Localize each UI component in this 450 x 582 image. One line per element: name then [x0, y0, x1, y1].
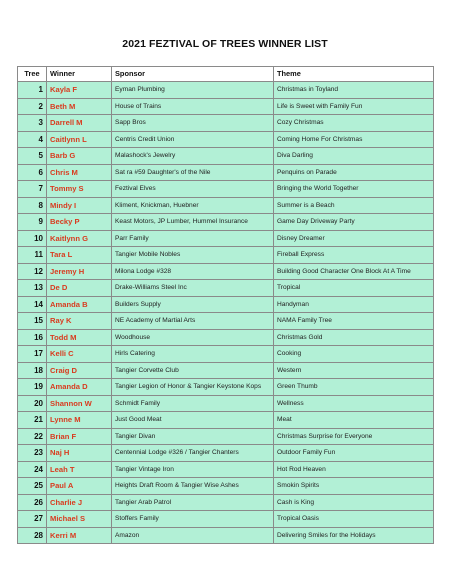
- table-row: [18, 461, 434, 478]
- sponsor-cell: Schmidt Family: [112, 395, 274, 412]
- tree-number-cell: 20: [18, 395, 47, 412]
- table-row: [18, 329, 434, 346]
- table-row: [18, 230, 434, 247]
- table-row: [18, 362, 434, 379]
- winner-name-cell: Michael S: [47, 511, 112, 528]
- winner-name-cell: Shannon W: [47, 395, 112, 412]
- sponsor-cell: Builders Supply: [112, 296, 274, 313]
- winner-name-cell: Caitlynn L: [47, 131, 112, 148]
- tree-number-cell: 21: [18, 412, 47, 429]
- winner-name-cell: Barb G: [47, 148, 112, 165]
- tree-number-cell: 22: [18, 428, 47, 445]
- column-header-tree: Tree: [18, 67, 47, 82]
- sponsor-cell: Tangier Divan: [112, 428, 274, 445]
- table-row: [18, 181, 434, 198]
- table-row: [18, 148, 434, 165]
- winner-name-cell: Craig D: [47, 362, 112, 379]
- winner-name-cell: Jeremy H: [47, 263, 112, 280]
- tree-number-cell: 3: [18, 115, 47, 132]
- table-row: [18, 82, 434, 99]
- winner-name-cell: Naj H: [47, 445, 112, 462]
- table-row: [18, 428, 434, 445]
- winner-name-cell: Darrell M: [47, 115, 112, 132]
- winner-name-cell: Mindy I: [47, 197, 112, 214]
- theme-cell: Disney Dreamer: [274, 230, 434, 247]
- sponsor-cell: Parr Family: [112, 230, 274, 247]
- tree-number-cell: 24: [18, 461, 47, 478]
- sponsor-cell: Malashock's Jewelry: [112, 148, 274, 165]
- winner-name-cell: Kayla F: [47, 82, 112, 99]
- tree-number-cell: 16: [18, 329, 47, 346]
- tree-number-cell: 5: [18, 148, 47, 165]
- theme-cell: Fireball Express: [274, 247, 434, 264]
- theme-cell: Christmas in Toyland: [274, 82, 434, 99]
- winner-name-cell: Todd M: [47, 329, 112, 346]
- header-row: [18, 67, 434, 82]
- table-row: [18, 214, 434, 231]
- theme-cell: NAMA Family Tree: [274, 313, 434, 330]
- tree-number-cell: 7: [18, 181, 47, 198]
- table-row: [18, 412, 434, 429]
- table-row: [18, 494, 434, 511]
- theme-cell: Outdoor Family Fun: [274, 445, 434, 462]
- table-row: [18, 280, 434, 297]
- winner-name-cell: Beth M: [47, 98, 112, 115]
- column-header-theme: Theme: [274, 67, 434, 82]
- theme-cell: Christmas Surprise for Everyone: [274, 428, 434, 445]
- sponsor-cell: Feztival Elves: [112, 181, 274, 198]
- tree-number-cell: 9: [18, 214, 47, 231]
- winner-name-cell: Amanda D: [47, 379, 112, 396]
- theme-cell: Summer is a Beach: [274, 197, 434, 214]
- table-row: [18, 395, 434, 412]
- sponsor-cell: Tangier Vintage Iron: [112, 461, 274, 478]
- sponsor-cell: Tangier Mobile Nobles: [112, 247, 274, 264]
- sponsor-cell: Keast Motors, JP Lumber, Hummel Insurance: [112, 214, 274, 231]
- theme-cell: Western: [274, 362, 434, 379]
- table-row: [18, 197, 434, 214]
- winner-name-cell: Amanda B: [47, 296, 112, 313]
- theme-cell: Tropical: [274, 280, 434, 297]
- sponsor-cell: Drake-Williams Steel Inc: [112, 280, 274, 297]
- theme-cell: Penquins on Parade: [274, 164, 434, 181]
- table-row: [18, 164, 434, 181]
- theme-cell: Handyman: [274, 296, 434, 313]
- winner-name-cell: Tara L: [47, 247, 112, 264]
- column-header-sponsor: Sponsor: [112, 67, 274, 82]
- winner-name-cell: Ray K: [47, 313, 112, 330]
- tree-number-cell: 11: [18, 247, 47, 264]
- theme-cell: Hot Rod Heaven: [274, 461, 434, 478]
- winner-name-cell: Kaitlynn G: [47, 230, 112, 247]
- sponsor-cell: House of Trains: [112, 98, 274, 115]
- table-row: [18, 478, 434, 495]
- sponsor-cell: Centris Credit Union: [112, 131, 274, 148]
- table-row: [18, 98, 434, 115]
- winner-name-cell: Becky P: [47, 214, 112, 231]
- theme-cell: Bringing the World Together: [274, 181, 434, 198]
- theme-cell: Tropical Oasis: [274, 511, 434, 528]
- theme-cell: Smokin Spirits: [274, 478, 434, 495]
- winner-name-cell: Kelli C: [47, 346, 112, 363]
- theme-cell: Wellness: [274, 395, 434, 412]
- theme-cell: Delivering Smiles for the Holidays: [274, 527, 434, 544]
- theme-cell: Building Good Character One Block At A Time: [274, 263, 434, 280]
- tree-number-cell: 8: [18, 197, 47, 214]
- sponsor-cell: Tangier Legion of Honor & Tangier Keystone Kops: [112, 379, 274, 396]
- theme-cell: Christmas Gold: [274, 329, 434, 346]
- tree-number-cell: 6: [18, 164, 47, 181]
- winner-name-cell: Leah T: [47, 461, 112, 478]
- table-row: [18, 263, 434, 280]
- table-row: [18, 296, 434, 313]
- theme-cell: Life is Sweet with Family Fun: [274, 98, 434, 115]
- sponsor-cell: Just Good Meat: [112, 412, 274, 429]
- tree-number-cell: 14: [18, 296, 47, 313]
- winner-name-cell: De D: [47, 280, 112, 297]
- tree-number-cell: 2: [18, 98, 47, 115]
- sponsor-cell: Eyman Plumbing: [112, 82, 274, 99]
- tree-number-cell: 17: [18, 346, 47, 363]
- table-row: [18, 511, 434, 528]
- page-title: 2021 FEZTIVAL OF TREES WINNER LIST: [122, 38, 328, 50]
- winner-name-cell: Chris M: [47, 164, 112, 181]
- sponsor-cell: Sat ra #59 Daughter's of the Nile: [112, 164, 274, 181]
- tree-number-cell: 18: [18, 362, 47, 379]
- theme-cell: Cooking: [274, 346, 434, 363]
- winner-name-cell: Brian F: [47, 428, 112, 445]
- sponsor-cell: Stoffers Family: [112, 511, 274, 528]
- sponsor-cell: Tangier Arab Patrol: [112, 494, 274, 511]
- tree-number-cell: 23: [18, 445, 47, 462]
- table-row: [18, 346, 434, 363]
- sponsor-cell: Hirls Catering: [112, 346, 274, 363]
- table-row: [18, 379, 434, 396]
- sponsor-cell: Kliment, Knickman, Huebner: [112, 197, 274, 214]
- table-row: [18, 445, 434, 462]
- tree-number-cell: 15: [18, 313, 47, 330]
- theme-cell: Cash is King: [274, 494, 434, 511]
- table-row: [18, 247, 434, 264]
- winner-name-cell: Paul A: [47, 478, 112, 495]
- table-row: [18, 527, 434, 544]
- winner-name-cell: Kerri M: [47, 527, 112, 544]
- tree-number-cell: 25: [18, 478, 47, 495]
- tree-number-cell: 27: [18, 511, 47, 528]
- tree-number-cell: 13: [18, 280, 47, 297]
- tree-number-cell: 1: [18, 82, 47, 99]
- sponsor-cell: Sapp Bros: [112, 115, 274, 132]
- table-row: [18, 131, 434, 148]
- tree-number-cell: 4: [18, 131, 47, 148]
- tree-number-cell: 28: [18, 527, 47, 544]
- sponsor-cell: Heights Draft Room & Tangier Wise Ashes: [112, 478, 274, 495]
- winner-name-cell: Charlie J: [47, 494, 112, 511]
- winner-name-cell: Tommy S: [47, 181, 112, 198]
- winner-table: [17, 66, 434, 544]
- tree-number-cell: 26: [18, 494, 47, 511]
- table-body: [18, 82, 434, 544]
- sponsor-cell: Amazon: [112, 527, 274, 544]
- tree-number-cell: 12: [18, 263, 47, 280]
- theme-cell: Meat: [274, 412, 434, 429]
- column-header-winner: Winner: [47, 67, 112, 82]
- winner-name-cell: Lynne M: [47, 412, 112, 429]
- tree-number-cell: 19: [18, 379, 47, 396]
- sponsor-cell: Tangier Corvette Club: [112, 362, 274, 379]
- table-row: [18, 313, 434, 330]
- theme-cell: Cozy Christmas: [274, 115, 434, 132]
- table-row: [18, 115, 434, 132]
- sponsor-cell: NE Academy of Martial Arts: [112, 313, 274, 330]
- theme-cell: Diva Darling: [274, 148, 434, 165]
- theme-cell: Coming Home For Christmas: [274, 131, 434, 148]
- sponsor-cell: Centennial Lodge #326 / Tangier Chanters: [112, 445, 274, 462]
- sponsor-cell: Woodhouse: [112, 329, 274, 346]
- sponsor-cell: Milona Lodge #328: [112, 263, 274, 280]
- theme-cell: Green Thumb: [274, 379, 434, 396]
- tree-number-cell: 10: [18, 230, 47, 247]
- theme-cell: Game Day Driveway Party: [274, 214, 434, 231]
